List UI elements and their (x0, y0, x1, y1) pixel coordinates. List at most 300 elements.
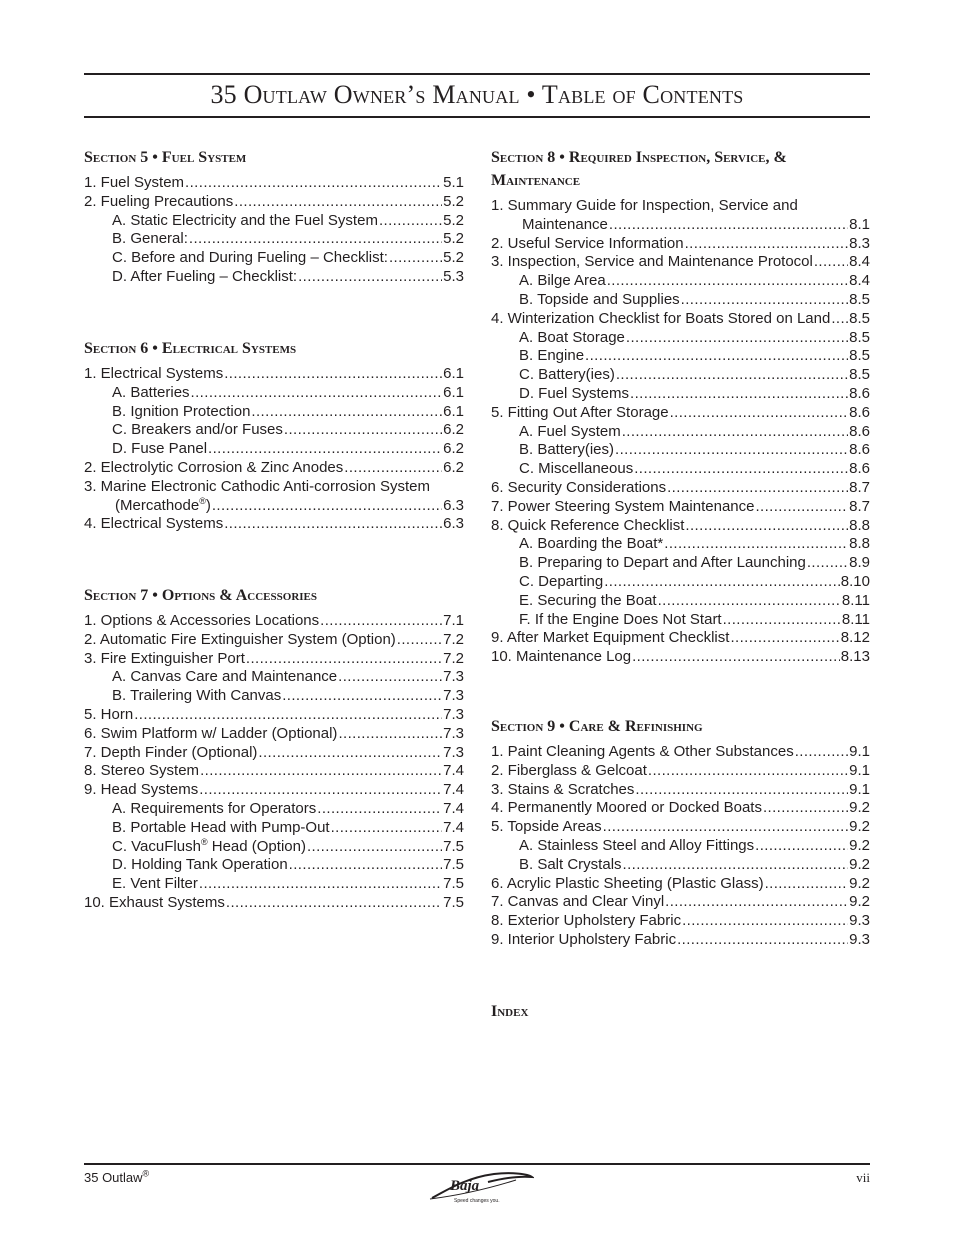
toc-entry[interactable] (84, 230, 464, 249)
toc-entry-page: 7.2 (443, 630, 464, 648)
registered-mark: ® (200, 836, 208, 847)
section-7 (84, 584, 464, 913)
toc-entry-label (112, 230, 188, 249)
toc-entry-text: A. Stainless Steel and Alloy Fittings (519, 836, 755, 854)
toc-entry-page: 8.13 (840, 648, 870, 666)
toc-entry[interactable] (491, 818, 870, 837)
dot-leader (665, 893, 848, 912)
dot-leader (604, 573, 840, 592)
toc-entry[interactable] (491, 781, 870, 800)
toc-entry[interactable] (491, 875, 870, 894)
dot-leader (199, 781, 442, 800)
toc-entry-text: 9. Interior Upholstery Fabric (491, 930, 677, 948)
toc-entry[interactable] (491, 423, 870, 442)
toc-entry[interactable] (491, 611, 870, 630)
section-heading: Section 6 • Electrical Systems (84, 340, 297, 357)
toc-entry-page: 5.2 (443, 249, 464, 267)
toc-entry[interactable] (491, 347, 870, 366)
toc-entry-text: 6. Security Considerations (491, 478, 667, 496)
toc-entry-text: F. If the Engine Does Not Start (519, 610, 722, 628)
dot-leader (134, 706, 442, 725)
toc-entry-label (519, 329, 625, 348)
dot-leader (634, 460, 848, 479)
toc-entry-page: 7.3 (443, 724, 464, 742)
dot-leader (199, 875, 442, 894)
toc-entry[interactable] (84, 687, 464, 706)
toc-entry-text: 5. Fitting Out After Storage (491, 403, 669, 421)
toc-entry-label (84, 762, 199, 781)
dot-leader (331, 819, 443, 838)
toc-entry-page: 5.1 (443, 174, 464, 191)
toc-entry-label (491, 479, 666, 498)
toc-right-column (491, 146, 870, 1028)
dot-leader (763, 799, 848, 818)
toc-entry[interactable] (84, 800, 464, 819)
toc-entry[interactable] (491, 517, 870, 536)
toc-entry-page: 8.5 (849, 328, 870, 346)
toc-entry-label (491, 931, 676, 950)
toc-entry[interactable] (84, 706, 464, 725)
dot-leader (814, 253, 848, 272)
dot-leader (667, 479, 848, 498)
toc-entry-page: 8.11 (841, 610, 870, 628)
toc-entry-page: 7.4 (443, 799, 464, 817)
toc-entry-page: 7.3 (443, 668, 464, 686)
dot-leader (685, 235, 849, 254)
toc-entry[interactable] (84, 612, 464, 631)
toc-entry[interactable] (491, 743, 870, 762)
dot-leader (755, 498, 848, 517)
dot-leader (632, 648, 840, 667)
toc-entry[interactable] (491, 837, 870, 856)
toc-entry-page: 7.3 (443, 687, 464, 705)
toc-entry-text: B. Topside and Supplies (519, 290, 680, 308)
toc-entry-text: D. After Fueling – Checklist: (112, 267, 298, 285)
toc-entry-page: 8.6 (849, 441, 870, 459)
toc-entry-text: 4. Winterization Checklist for Boats Stored on Land (491, 309, 831, 327)
toc-entry-text: B. Engine (519, 347, 585, 365)
toc-entry[interactable] (491, 893, 870, 912)
toc-entry[interactable] (84, 440, 464, 459)
section-heading: Section 5 • Fuel System (84, 149, 247, 166)
toc-entry-page: 5.2 (443, 211, 464, 229)
toc-entry[interactable] (84, 421, 464, 440)
logo-wordmark: Baja (450, 1178, 480, 1194)
toc-entry[interactable] (84, 650, 464, 669)
toc-entry-label (112, 838, 306, 857)
toc-entry[interactable] (491, 366, 870, 385)
dot-leader (615, 441, 848, 460)
dot-leader (616, 366, 848, 385)
toc-entry[interactable] (491, 629, 870, 648)
toc-entry[interactable] (84, 268, 464, 287)
toc-entry-text: 2. Fiberglass & Gelcoat (491, 761, 647, 779)
toc-entry-text: 7. Power Steering System Maintenance (491, 497, 755, 515)
toc-entry-label (491, 517, 684, 536)
toc-entry-text: 5. Horn (84, 705, 134, 723)
toc-entry[interactable] (491, 498, 870, 517)
toc-entry-text: B. Preparing to Depart and After Launching (519, 554, 806, 572)
toc-entry[interactable] (491, 460, 870, 479)
section-9 (491, 715, 870, 1000)
footer-rule (84, 1163, 870, 1165)
toc-entry-label (491, 781, 634, 800)
toc-entry-page: 8.6 (849, 422, 870, 440)
toc-entry-page: 7.3 (443, 743, 464, 761)
toc-entry-text: 8. Quick Reference Checklist (491, 516, 685, 534)
toc-entry-label (519, 535, 663, 554)
baja-logo (424, 1168, 534, 1204)
toc-entry-label (491, 235, 684, 254)
dot-leader (630, 385, 848, 404)
section-heading: Section 9 • Care & Refinishing (491, 718, 703, 735)
toc-entry-label (519, 611, 722, 630)
toc-entry-label (84, 459, 343, 478)
toc-entry[interactable] (491, 197, 870, 216)
registered-mark: ® (199, 495, 206, 506)
toc-entry-text: 2. Electrolytic Corrosion & Zinc Anodes (84, 458, 344, 476)
dot-leader (258, 744, 442, 763)
toc-entry-label (519, 554, 806, 573)
toc-entry-text: D. Fuel Systems (519, 384, 630, 402)
toc-entry-label (84, 650, 245, 669)
footer-model (84, 1170, 149, 1185)
section-heading: Section 7 • Options & Accessories (84, 587, 317, 604)
dot-leader (795, 743, 848, 762)
dot-leader (658, 592, 841, 611)
toc-entry-page: 8.6 (849, 384, 870, 402)
dot-leader (765, 875, 849, 894)
toc-entry-text: A. Canvas Care and Maintenance (112, 668, 338, 686)
toc-entry[interactable] (491, 535, 870, 554)
toc-entry-page: 9.3 (849, 930, 870, 948)
toc-entry[interactable] (84, 174, 464, 193)
toc-entry-label (84, 612, 319, 631)
toc-entry-label (519, 347, 584, 366)
toc-entry-label (519, 291, 680, 310)
toc-entry-page: 7.5 (443, 893, 464, 911)
toc-left-column (84, 146, 464, 913)
toc-entry-page: 6.3 (443, 496, 464, 514)
toc-entry-label (519, 573, 603, 592)
toc-entry-page: 6.1 (443, 402, 464, 420)
dot-leader (807, 554, 848, 573)
dot-leader (189, 230, 442, 249)
toc-entry[interactable] (491, 272, 870, 291)
dot-leader (344, 459, 442, 478)
toc-entry[interactable] (84, 819, 464, 838)
toc-entry[interactable] (491, 799, 870, 818)
toc-entry[interactable] (491, 762, 870, 781)
toc-entry-page: 8.6 (849, 403, 870, 421)
toc-entry[interactable] (84, 249, 464, 268)
dot-leader (320, 612, 442, 631)
toc-entry-page: 5.2 (443, 192, 464, 210)
toc-entry-label (112, 403, 250, 422)
toc-entry-label (491, 498, 754, 517)
toc-entry-label (112, 249, 388, 268)
dot-leader (307, 838, 442, 857)
toc-entry-page: 8.12 (840, 629, 870, 647)
dot-leader (607, 272, 848, 291)
toc-entry-page: 5.3 (443, 267, 464, 285)
toc-entry-label (112, 819, 330, 838)
dot-leader (585, 347, 848, 366)
toc-entry-label (84, 174, 184, 193)
toc-entry[interactable] (84, 744, 464, 763)
dot-leader (200, 762, 442, 781)
toc-entry-text: A. Boarding the Boat* (519, 535, 664, 553)
toc-entry-label (84, 781, 198, 800)
toc-entry[interactable] (491, 329, 870, 348)
toc-entry-text: B. Portable Head with Pump-Out (112, 818, 330, 836)
toc-entry-text: 4. Electrical Systems (84, 515, 224, 533)
dot-leader (284, 421, 442, 440)
toc-entry-text: 9. Head Systems (84, 781, 199, 799)
page-title: 35 Outlaw Owner’s Manual • Table of Contents (210, 80, 744, 109)
toc-entry-label (84, 193, 233, 212)
toc-entry[interactable] (491, 479, 870, 498)
toc-entry-label (491, 253, 813, 272)
section-heading: Section 8 • Required Inspection, Service, & Maintenance (491, 149, 787, 189)
toc-entry-text: 8. Exterior Upholstery Fabric (491, 912, 682, 930)
dot-leader (609, 216, 848, 235)
toc-entry-label (491, 762, 647, 781)
toc-entry-page: 9.1 (849, 761, 870, 779)
toc-entry[interactable] (491, 573, 870, 592)
toc-entry-page: 8.3 (849, 234, 870, 252)
toc-entry[interactable] (84, 459, 464, 478)
toc-entry-text: A. Static Electricity and the Fuel System (112, 211, 378, 229)
toc-entry-page: 9.3 (849, 912, 870, 930)
toc-entry-page: 9.2 (849, 818, 870, 836)
toc-entry-label (112, 421, 283, 440)
toc-entry-page: 8.6 (849, 460, 870, 478)
toc-entry-text: C. Battery(ies) (519, 366, 615, 384)
dot-leader (723, 611, 841, 630)
toc-entry-label (491, 404, 669, 423)
toc-entry[interactable] (84, 838, 464, 857)
toc-entry-page: 6.1 (443, 383, 464, 401)
toc-entry-label (491, 912, 681, 931)
toc-entry-text: A. Bilge Area (519, 272, 606, 290)
toc-entry-label (519, 856, 622, 875)
toc-entry[interactable] (84, 725, 464, 744)
dot-leader (379, 212, 442, 231)
dot-leader (664, 535, 848, 554)
toc-entry-label (519, 272, 606, 291)
toc-entry-label (84, 515, 223, 534)
toc-entry-label (112, 440, 207, 459)
toc-entry-label (84, 365, 223, 384)
toc-entry-page: 5.2 (443, 230, 464, 248)
toc-entry[interactable] (491, 441, 870, 460)
toc-entry-page: 9.2 (849, 893, 870, 911)
toc-entry-text: B. General: (112, 230, 188, 248)
toc-entry[interactable] (491, 385, 870, 404)
toc-entry-label (522, 216, 608, 235)
toc-entry-text: B. Trailering With Canvas (112, 687, 282, 705)
toc-entry-page: 8.5 (849, 347, 870, 365)
toc-entry-page: 8.5 (849, 290, 870, 308)
toc-entry-label (491, 799, 762, 818)
toc-entry-page: 8.5 (849, 366, 870, 384)
toc-entry[interactable] (491, 554, 870, 573)
toc-entry-label (491, 648, 631, 667)
toc-entry-text: C. Breakers and/or Fuses (112, 421, 283, 439)
toc-entry-label (112, 687, 281, 706)
toc-entry-text-after: ) (205, 496, 211, 514)
dot-leader (246, 650, 442, 669)
toc-entry[interactable] (491, 253, 870, 272)
toc-entry-text: 1. Summary Guide for Inspection, Service and (491, 197, 798, 214)
title-rule (84, 116, 870, 118)
toc-entry-text: B. Salt Crystals (519, 855, 622, 873)
toc-entry[interactable] (84, 781, 464, 800)
toc-entry-text: 6. Swim Platform w/ Ladder (Optional) (84, 724, 338, 742)
toc-entry[interactable] (491, 235, 870, 254)
toc-entry-label (519, 460, 633, 479)
toc-entry[interactable] (491, 648, 870, 667)
toc-entry-text: 7. Canvas and Clear Vinyl (491, 893, 665, 911)
toc-entry[interactable] (84, 403, 464, 422)
dot-leader (338, 668, 442, 687)
dot-leader (635, 781, 848, 800)
toc-entry[interactable] (84, 856, 464, 875)
toc-entry-label (112, 384, 190, 403)
section-index (491, 1000, 870, 1023)
toc-entry-page: 7.4 (443, 818, 464, 836)
toc-entry[interactable] (84, 193, 464, 212)
section-5 (84, 146, 464, 337)
dot-leader (234, 193, 442, 212)
toc-entry-text: 7. Depth Finder (Optional) (84, 743, 258, 761)
toc-entry-page: 8.11 (841, 591, 870, 609)
footer-model-text: 35 Outlaw (84, 1170, 143, 1185)
toc-entry-page: 7.5 (443, 837, 464, 855)
toc-entry-text: 10. Exhaust Systems (84, 893, 225, 911)
toc-entry-text: 1. Fuel System (84, 174, 185, 191)
toc-entry-text: D. Holding Tank Operation (112, 856, 288, 874)
toc-entry-label (115, 497, 211, 516)
dot-leader (389, 249, 442, 268)
toc-entry-text: Maintenance (522, 215, 608, 233)
toc-entry-page: 9.1 (849, 780, 870, 798)
dot-leader (730, 629, 839, 648)
toc-entry-text: A. Fuel System (519, 422, 621, 440)
toc-entry[interactable] (84, 212, 464, 231)
toc-entry[interactable] (84, 894, 464, 913)
toc-entry-text: C. Miscellaneous (519, 460, 634, 478)
toc-entry[interactable] (491, 912, 870, 931)
dot-leader (298, 268, 442, 287)
toc-entry[interactable] (491, 216, 870, 235)
toc-entry-page: 6.2 (443, 421, 464, 439)
dot-leader (677, 931, 848, 950)
top-rule-thick (84, 73, 870, 75)
toc-entry-label (84, 744, 257, 763)
toc-entry-page: 8.10 (840, 572, 870, 590)
dot-leader (685, 517, 848, 536)
toc-entry-page: 8.4 (849, 272, 870, 290)
toc-entry-label (491, 818, 602, 837)
toc-entry-page: 7.1 (443, 612, 464, 629)
toc-entry[interactable] (491, 310, 870, 329)
toc-entry-label (491, 875, 764, 894)
toc-entry[interactable] (491, 404, 870, 423)
toc-entry-label (84, 894, 225, 913)
toc-entry-label (84, 725, 337, 744)
toc-entry-text: E. Vent Filter (112, 875, 198, 893)
toc-entry-label (519, 385, 629, 404)
page-number: vii (856, 1170, 870, 1185)
toc-entry[interactable] (84, 762, 464, 781)
toc-entry-text: 2. Useful Service Information (491, 234, 684, 252)
dot-leader (224, 365, 442, 384)
toc-entry[interactable] (491, 592, 870, 611)
dot-leader (338, 725, 442, 744)
toc-entry[interactable] (84, 668, 464, 687)
toc-entry[interactable] (84, 515, 464, 534)
toc-entry[interactable] (84, 478, 464, 497)
toc-entry-text: C. Departing (519, 572, 604, 590)
toc-entry[interactable] (491, 856, 870, 875)
toc-entry[interactable] (491, 931, 870, 950)
toc-entry-page: 8.8 (849, 535, 870, 553)
toc-entry-label (491, 310, 830, 329)
toc-entry-page: 6.1 (443, 365, 464, 382)
toc-entry-label (491, 197, 798, 216)
dot-leader (282, 687, 442, 706)
toc-entry-text: A. Requirements for Operators (112, 799, 317, 817)
dot-leader (208, 440, 442, 459)
dot-leader (681, 291, 848, 310)
dot-leader (603, 818, 849, 837)
toc-entry[interactable] (84, 384, 464, 403)
dot-leader (682, 912, 848, 931)
toc-entry[interactable] (84, 497, 464, 516)
toc-entry-text: 2. Automatic Fire Extinguisher System (Option) (84, 630, 396, 648)
toc-entry-page: 8.9 (849, 554, 870, 572)
dot-leader (191, 384, 443, 403)
registered-mark: ® (142, 1168, 150, 1179)
toc-entry-text: 6. Acrylic Plastic Sheeting (Plastic Glass) (491, 874, 764, 892)
toc-entry[interactable] (491, 291, 870, 310)
toc-entry-label (84, 706, 133, 725)
toc-entry-label (112, 212, 378, 231)
toc-entry[interactable] (84, 875, 464, 894)
toc-entry-label (491, 629, 729, 648)
toc-entry-page: 7.2 (443, 649, 464, 667)
toc-entry[interactable] (84, 365, 464, 384)
toc-entry[interactable] (84, 631, 464, 650)
toc-entry-text: C. VacuFlush (112, 837, 201, 855)
toc-entry-label (491, 893, 664, 912)
toc-entry-page: 7.5 (443, 875, 464, 893)
toc-entry-label (519, 366, 615, 385)
logo-tagline: Speed changes you. (454, 1198, 500, 1204)
dot-leader (289, 856, 442, 875)
toc-entry-text: 5. Topside Areas (491, 818, 602, 836)
dot-leader (831, 310, 848, 329)
toc-entry-label (112, 268, 297, 287)
toc-entry-text: 3. Inspection, Service and Maintenance Protocol (491, 253, 813, 271)
section-heading: Index (491, 1003, 529, 1020)
toc-entry-text: C. Before and During Fueling – Checklist: (112, 249, 388, 267)
toc-entry-text: 3. Marine Electronic Cathodic Anti-corrosion System (84, 477, 430, 495)
toc-entry-page: 8.8 (849, 516, 870, 534)
toc-entry-text: A. Boat Storage (519, 328, 625, 346)
